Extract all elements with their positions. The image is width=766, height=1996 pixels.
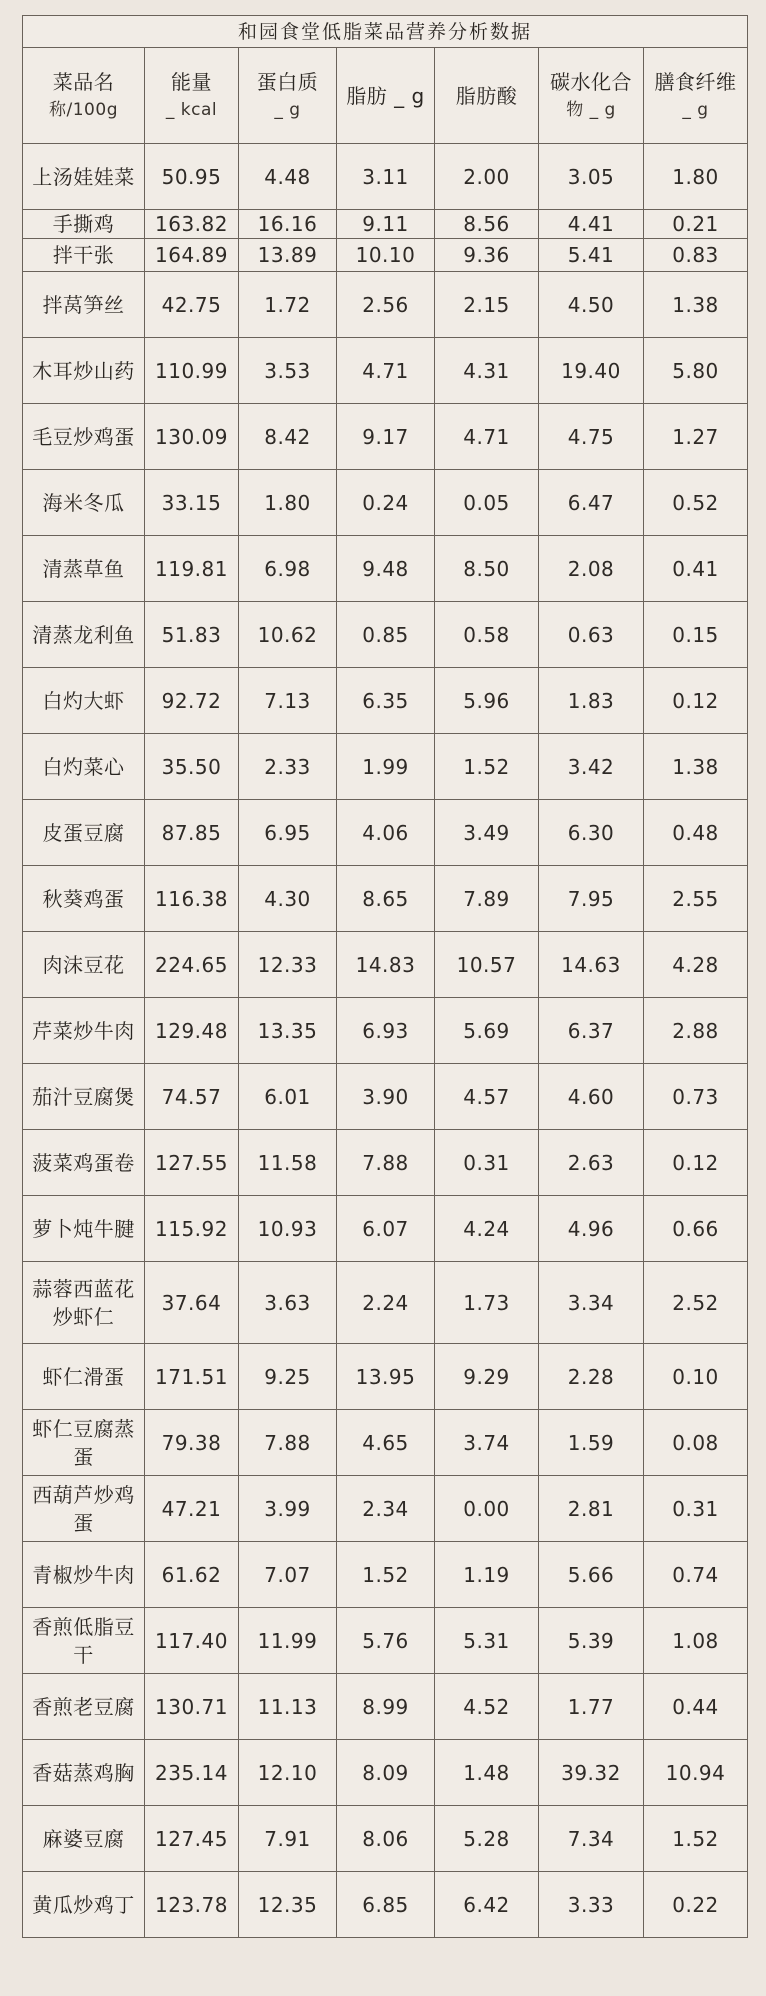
nutrient-value-cell: 9.36: [435, 239, 539, 272]
nutrient-value-cell: 19.40: [539, 338, 644, 404]
header-row: [23, 48, 748, 144]
column-header-main: 能量: [171, 69, 212, 94]
column-header-main: 脂肪 _ g: [346, 83, 425, 108]
nutrient-value-cell: 1.59: [539, 1410, 644, 1476]
nutrient-value-cell: 13.89: [239, 239, 337, 272]
nutrient-value-cell: 3.53: [239, 338, 337, 404]
table-body: [23, 144, 748, 1938]
table-row: [23, 1064, 748, 1130]
nutrient-value-cell: 2.63: [539, 1130, 644, 1196]
nutrient-value-cell: 4.41: [539, 210, 644, 239]
column-header: [239, 48, 337, 144]
dish-name-cell: 肉沫豆花: [23, 932, 145, 998]
table-row: [23, 866, 748, 932]
table-row: [23, 1806, 748, 1872]
nutrient-value-cell: 0.31: [644, 1476, 748, 1542]
column-header: [23, 48, 145, 144]
nutrient-value-cell: 5.80: [644, 338, 748, 404]
nutrient-value-cell: 0.58: [435, 602, 539, 668]
nutrient-value-cell: 0.66: [644, 1196, 748, 1262]
nutrient-value-cell: 7.89: [435, 866, 539, 932]
nutrient-value-cell: 10.94: [644, 1740, 748, 1806]
nutrient-value-cell: 0.44: [644, 1674, 748, 1740]
nutrient-value-cell: 2.88: [644, 998, 748, 1064]
dish-name-cell: 香煎老豆腐: [23, 1674, 145, 1740]
dish-name-cell: 西葫芦炒鸡蛋: [23, 1476, 145, 1542]
nutrient-value-cell: 11.99: [239, 1608, 337, 1674]
nutrient-value-cell: 2.34: [337, 1476, 435, 1542]
table-row: [23, 734, 748, 800]
table-row: [23, 1608, 748, 1674]
nutrient-value-cell: 1.83: [539, 668, 644, 734]
table-row: [23, 536, 748, 602]
nutrient-value-cell: 1.08: [644, 1608, 748, 1674]
dish-name-cell: 拌干张: [23, 239, 145, 272]
column-header-main: 膳食纤维: [654, 69, 737, 94]
nutrient-value-cell: 8.09: [337, 1740, 435, 1806]
table-row: [23, 338, 748, 404]
dish-name-cell: 茄汁豆腐煲: [23, 1064, 145, 1130]
nutrient-value-cell: 163.82: [145, 210, 239, 239]
dish-name-cell: 麻婆豆腐: [23, 1806, 145, 1872]
table-row: [23, 1262, 748, 1344]
nutrient-value-cell: 0.15: [644, 602, 748, 668]
nutrient-value-cell: 12.10: [239, 1740, 337, 1806]
nutrient-value-cell: 5.28: [435, 1806, 539, 1872]
nutrient-value-cell: 0.08: [644, 1410, 748, 1476]
nutrient-value-cell: 0.10: [644, 1344, 748, 1410]
nutrient-value-cell: 0.12: [644, 668, 748, 734]
nutrient-value-cell: 3.63: [239, 1262, 337, 1344]
nutrient-value-cell: 1.52: [337, 1542, 435, 1608]
nutrient-value-cell: 9.25: [239, 1344, 337, 1410]
nutrient-value-cell: 11.13: [239, 1674, 337, 1740]
nutrient-value-cell: 171.51: [145, 1344, 239, 1410]
nutrient-value-cell: 2.00: [435, 144, 539, 210]
nutrient-value-cell: 6.01: [239, 1064, 337, 1130]
nutrient-value-cell: 130.09: [145, 404, 239, 470]
nutrient-value-cell: 10.93: [239, 1196, 337, 1262]
nutrient-value-cell: 7.91: [239, 1806, 337, 1872]
nutrient-value-cell: 0.00: [435, 1476, 539, 1542]
nutrient-value-cell: 6.95: [239, 800, 337, 866]
nutrient-value-cell: 4.48: [239, 144, 337, 210]
table-row: [23, 1410, 748, 1476]
nutrient-value-cell: 7.13: [239, 668, 337, 734]
nutrient-value-cell: 0.52: [644, 470, 748, 536]
nutrient-value-cell: 3.34: [539, 1262, 644, 1344]
dish-name-cell: 白灼大虾: [23, 668, 145, 734]
nutrient-value-cell: 3.74: [435, 1410, 539, 1476]
nutrient-value-cell: 42.75: [145, 272, 239, 338]
nutrient-value-cell: 14.63: [539, 932, 644, 998]
nutrient-value-cell: 14.83: [337, 932, 435, 998]
nutrient-value-cell: 6.37: [539, 998, 644, 1064]
nutrient-value-cell: 4.50: [539, 272, 644, 338]
nutrient-value-cell: 8.65: [337, 866, 435, 932]
nutrient-value-cell: 2.81: [539, 1476, 644, 1542]
nutrient-value-cell: 6.85: [337, 1872, 435, 1938]
nutrient-value-cell: 1.19: [435, 1542, 539, 1608]
nutrient-value-cell: 3.11: [337, 144, 435, 210]
column-header: [337, 48, 435, 144]
nutrient-value-cell: 117.40: [145, 1608, 239, 1674]
table-row: [23, 470, 748, 536]
nutrient-value-cell: 7.88: [337, 1130, 435, 1196]
nutrient-value-cell: 0.85: [337, 602, 435, 668]
nutrient-value-cell: 2.33: [239, 734, 337, 800]
column-header-unit: _ kcal: [165, 99, 218, 120]
nutrient-value-cell: 8.06: [337, 1806, 435, 1872]
nutrient-value-cell: 4.57: [435, 1064, 539, 1130]
nutrient-value-cell: 1.52: [435, 734, 539, 800]
nutrient-value-cell: 164.89: [145, 239, 239, 272]
dish-name-cell: 白灼菜心: [23, 734, 145, 800]
nutrient-value-cell: 0.12: [644, 1130, 748, 1196]
nutrient-value-cell: 5.96: [435, 668, 539, 734]
dish-name-cell: 黄瓜炒鸡丁: [23, 1872, 145, 1938]
column-header-main: 碳水化合: [550, 69, 632, 94]
nutrient-value-cell: 123.78: [145, 1872, 239, 1938]
nutrient-value-cell: 13.35: [239, 998, 337, 1064]
dish-name-cell: 虾仁滑蛋: [23, 1344, 145, 1410]
nutrient-value-cell: 9.17: [337, 404, 435, 470]
nutrient-value-cell: 1.80: [644, 144, 748, 210]
table-row: [23, 1674, 748, 1740]
dish-name-cell: 清蒸龙利鱼: [23, 602, 145, 668]
nutrient-value-cell: 0.63: [539, 602, 644, 668]
nutrient-value-cell: 6.07: [337, 1196, 435, 1262]
table-row: [23, 272, 748, 338]
nutrient-value-cell: 0.74: [644, 1542, 748, 1608]
nutrient-value-cell: 5.41: [539, 239, 644, 272]
table-row: [23, 668, 748, 734]
nutrient-value-cell: 3.49: [435, 800, 539, 866]
nutrient-value-cell: 5.76: [337, 1608, 435, 1674]
table-row: [23, 1196, 748, 1262]
table-row: [23, 1872, 748, 1938]
nutrient-value-cell: 7.34: [539, 1806, 644, 1872]
nutrient-value-cell: 1.38: [644, 272, 748, 338]
column-header-unit: _ g: [682, 99, 709, 120]
nutrient-value-cell: 6.47: [539, 470, 644, 536]
table-row: [23, 210, 748, 239]
nutrient-value-cell: 116.38: [145, 866, 239, 932]
table-row: [23, 1130, 748, 1196]
nutrient-value-cell: 47.21: [145, 1476, 239, 1542]
nutrient-value-cell: 9.29: [435, 1344, 539, 1410]
nutrient-value-cell: 11.58: [239, 1130, 337, 1196]
nutrient-value-cell: 12.33: [239, 932, 337, 998]
nutrient-value-cell: 9.48: [337, 536, 435, 602]
column-header-main: 蛋白质: [256, 69, 319, 94]
nutrient-value-cell: 5.69: [435, 998, 539, 1064]
nutrient-value-cell: 13.95: [337, 1344, 435, 1410]
column-header-main: 菜品名: [52, 69, 115, 94]
nutrient-value-cell: 10.10: [337, 239, 435, 272]
nutrient-value-cell: 6.98: [239, 536, 337, 602]
table-row: [23, 602, 748, 668]
dish-name-cell: 拌莴笋丝: [23, 272, 145, 338]
nutrient-value-cell: 37.64: [145, 1262, 239, 1344]
column-header: [435, 48, 539, 144]
nutrient-value-cell: 129.48: [145, 998, 239, 1064]
dish-name-cell: 皮蛋豆腐: [23, 800, 145, 866]
column-header-unit: _ g: [274, 99, 301, 120]
nutrient-value-cell: 1.38: [644, 734, 748, 800]
nutrient-value-cell: 2.28: [539, 1344, 644, 1410]
nutrient-value-cell: 7.88: [239, 1410, 337, 1476]
nutrient-value-cell: 4.24: [435, 1196, 539, 1262]
nutrient-value-cell: 2.24: [337, 1262, 435, 1344]
nutrition-table: [22, 15, 748, 1938]
column-header-unit: 称/100g: [49, 99, 118, 120]
nutrient-value-cell: 6.93: [337, 998, 435, 1064]
nutrient-value-cell: 0.22: [644, 1872, 748, 1938]
nutrient-value-cell: 4.71: [337, 338, 435, 404]
nutrient-value-cell: 9.11: [337, 210, 435, 239]
nutrient-value-cell: 12.35: [239, 1872, 337, 1938]
nutrient-value-cell: 8.99: [337, 1674, 435, 1740]
nutrient-value-cell: 10.62: [239, 602, 337, 668]
table-row: [23, 998, 748, 1064]
column-header: [145, 48, 239, 144]
nutrient-value-cell: 0.73: [644, 1064, 748, 1130]
nutrient-value-cell: 50.95: [145, 144, 239, 210]
nutrient-value-cell: 2.55: [644, 866, 748, 932]
nutrient-value-cell: 16.16: [239, 210, 337, 239]
nutrient-value-cell: 5.66: [539, 1542, 644, 1608]
dish-name-cell: 蒜蓉西蓝花炒虾仁: [23, 1262, 145, 1344]
table-title: 和园食堂低脂菜品营养分析数据: [23, 16, 748, 48]
nutrient-value-cell: 10.57: [435, 932, 539, 998]
nutrient-value-cell: 7.95: [539, 866, 644, 932]
table-row: [23, 144, 748, 210]
nutrient-value-cell: 4.30: [239, 866, 337, 932]
table-row: [23, 239, 748, 272]
nutrient-value-cell: 5.39: [539, 1608, 644, 1674]
nutrient-value-cell: 3.05: [539, 144, 644, 210]
nutrient-value-cell: 1.72: [239, 272, 337, 338]
nutrient-value-cell: 0.31: [435, 1130, 539, 1196]
table-row: [23, 800, 748, 866]
nutrient-value-cell: 0.05: [435, 470, 539, 536]
column-header: [644, 48, 748, 144]
nutrient-value-cell: 110.99: [145, 338, 239, 404]
nutrient-value-cell: 7.07: [239, 1542, 337, 1608]
nutrient-value-cell: 6.35: [337, 668, 435, 734]
nutrient-value-cell: 3.42: [539, 734, 644, 800]
nutrient-value-cell: 0.48: [644, 800, 748, 866]
dish-name-cell: 香菇蒸鸡胸: [23, 1740, 145, 1806]
nutrient-value-cell: 119.81: [145, 536, 239, 602]
table-row: [23, 404, 748, 470]
nutrient-value-cell: 2.52: [644, 1262, 748, 1344]
dish-name-cell: 海米冬瓜: [23, 470, 145, 536]
nutrient-value-cell: 4.75: [539, 404, 644, 470]
title-row: [23, 16, 748, 48]
nutrient-value-cell: 74.57: [145, 1064, 239, 1130]
nutrient-value-cell: 8.50: [435, 536, 539, 602]
nutrient-value-cell: 1.73: [435, 1262, 539, 1344]
nutrient-value-cell: 1.80: [239, 470, 337, 536]
nutrient-value-cell: 0.41: [644, 536, 748, 602]
dish-name-cell: 毛豆炒鸡蛋: [23, 404, 145, 470]
nutrient-value-cell: 6.30: [539, 800, 644, 866]
nutrient-value-cell: 0.21: [644, 210, 748, 239]
dish-name-cell: 上汤娃娃菜: [23, 144, 145, 210]
nutrient-value-cell: 3.99: [239, 1476, 337, 1542]
nutrient-value-cell: 1.99: [337, 734, 435, 800]
table-row: [23, 1344, 748, 1410]
nutrient-value-cell: 1.27: [644, 404, 748, 470]
nutrient-value-cell: 4.96: [539, 1196, 644, 1262]
nutrient-value-cell: 35.50: [145, 734, 239, 800]
nutrient-value-cell: 4.60: [539, 1064, 644, 1130]
table-row: [23, 1542, 748, 1608]
dish-name-cell: 手撕鸡: [23, 210, 145, 239]
dish-name-cell: 萝卜炖牛腱: [23, 1196, 145, 1262]
nutrient-value-cell: 0.24: [337, 470, 435, 536]
nutrient-value-cell: 4.65: [337, 1410, 435, 1476]
nutrient-value-cell: 1.77: [539, 1674, 644, 1740]
table-row: [23, 1476, 748, 1542]
nutrient-value-cell: 2.56: [337, 272, 435, 338]
column-header-unit: 物 _ g: [566, 99, 616, 120]
dish-name-cell: 芹菜炒牛肉: [23, 998, 145, 1064]
nutrient-value-cell: 3.90: [337, 1064, 435, 1130]
nutrient-value-cell: 5.31: [435, 1608, 539, 1674]
nutrient-value-cell: 51.83: [145, 602, 239, 668]
nutrient-value-cell: 127.45: [145, 1806, 239, 1872]
dish-name-cell: 虾仁豆腐蒸蛋: [23, 1410, 145, 1476]
nutrient-value-cell: 0.83: [644, 239, 748, 272]
nutrient-value-cell: 92.72: [145, 668, 239, 734]
nutrient-value-cell: 4.52: [435, 1674, 539, 1740]
nutrient-value-cell: 39.32: [539, 1740, 644, 1806]
column-header-main: 脂肪酸: [455, 83, 518, 108]
nutrient-value-cell: 2.15: [435, 272, 539, 338]
nutrient-value-cell: 4.06: [337, 800, 435, 866]
nutrient-value-cell: 4.71: [435, 404, 539, 470]
nutrient-value-cell: 224.65: [145, 932, 239, 998]
dish-name-cell: 菠菜鸡蛋卷: [23, 1130, 145, 1196]
dish-name-cell: 香煎低脂豆干: [23, 1608, 145, 1674]
dish-name-cell: 青椒炒牛肉: [23, 1542, 145, 1608]
nutrient-value-cell: 4.31: [435, 338, 539, 404]
dish-name-cell: 秋葵鸡蛋: [23, 866, 145, 932]
nutrient-value-cell: 127.55: [145, 1130, 239, 1196]
nutrition-sheet: [22, 15, 747, 1938]
nutrient-value-cell: 2.08: [539, 536, 644, 602]
nutrient-value-cell: 3.33: [539, 1872, 644, 1938]
nutrient-value-cell: 115.92: [145, 1196, 239, 1262]
nutrient-value-cell: 61.62: [145, 1542, 239, 1608]
nutrient-value-cell: 235.14: [145, 1740, 239, 1806]
dish-name-cell: 清蒸草鱼: [23, 536, 145, 602]
nutrient-value-cell: 1.52: [644, 1806, 748, 1872]
nutrient-value-cell: 33.15: [145, 470, 239, 536]
nutrient-value-cell: 8.56: [435, 210, 539, 239]
nutrient-value-cell: 87.85: [145, 800, 239, 866]
nutrient-value-cell: 1.48: [435, 1740, 539, 1806]
table-row: [23, 932, 748, 998]
nutrient-value-cell: 4.28: [644, 932, 748, 998]
nutrient-value-cell: 6.42: [435, 1872, 539, 1938]
nutrient-value-cell: 79.38: [145, 1410, 239, 1476]
column-header: [539, 48, 644, 144]
nutrient-value-cell: 130.71: [145, 1674, 239, 1740]
nutrient-value-cell: 8.42: [239, 404, 337, 470]
dish-name-cell: 木耳炒山药: [23, 338, 145, 404]
table-row: [23, 1740, 748, 1806]
